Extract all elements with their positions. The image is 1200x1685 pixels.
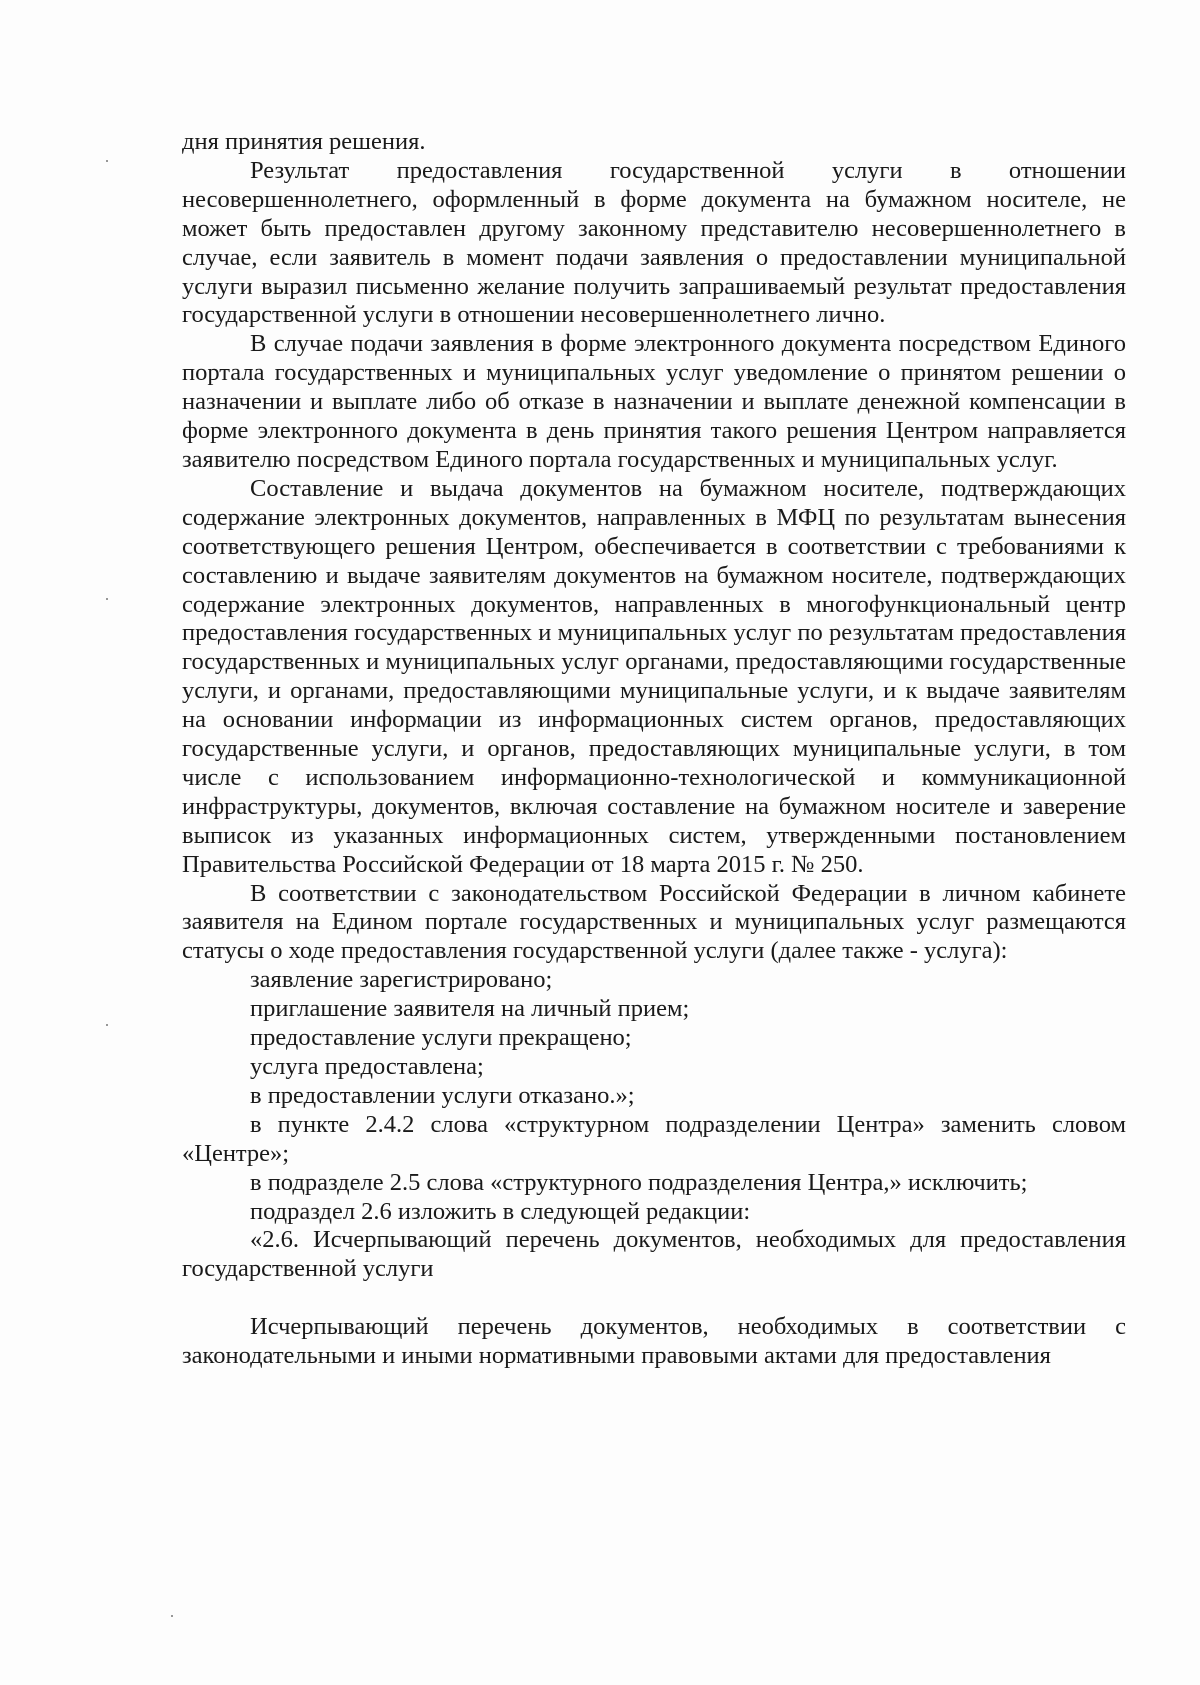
status-item-refused: в предоставлении услуги отказано.»; xyxy=(250,1081,635,1109)
scan-speck xyxy=(106,1024,108,1026)
amendment-2-4-2: в пункте 2.4.2 слова «структурном подразделении Центра» заменить словом «Центре»; xyxy=(182,1110,1126,1167)
scan-speck xyxy=(106,160,108,162)
paragraph-paper-documents: Составление и выдача документов на бумажном носителе, подтверждающих содержание электронных документов, направленных в МФЦ по результатам вынесения соответствующего решения Центром, обеспечивается в соответствии с требованиями к составлению и выдаче заявителям документов на бумажном носителе, подтверждающих содержание электронных документов, направленных в многофункциональный центр предоставления государственных и муниципальных услуг по результатам предоставления государственных и муниципальных услуг органами, предоставляющими государственные услуги, и органами, предоставляющими муниципальные услуги, и к выдаче заявителям на основании информации из информационных систем органов, предоставляющих государственные услуги, и органов, предоставляющих муниципальные услуги, в том числе с использованием информационно-технологической и коммуникационной инфраструктуры, документов, включая составление на бумажном носителе и заверение выписок из указанных информационных систем, утвержденными постановлением Правительства Российской Федерации от 18 марта 2015 г. № 250. xyxy=(182,474,1126,878)
status-item-invitation: приглашение заявителя на личный прием; xyxy=(250,995,690,1023)
status-item-registered: заявление зарегистрировано; xyxy=(250,966,553,994)
paragraph-electronic-notice: В случае подачи заявления в форме электронного документа посредством Единого портала государственных и муниципальных услуг уведомление о принятом решении о назначении и выплате либо об отказе в назначении и выплате денежной компенсации в форме электронного документа в день принятия такого решения Центром направляется заявителю посредством Единого портала государственных и муниципальных услуг. xyxy=(182,330,1126,473)
section-2-6-heading: «2.6. Исчерпывающий перечень документов, необходимых для предоставления государственной услуги xyxy=(182,1226,1126,1283)
document-body xyxy=(182,128,1126,1371)
status-item-provided: услуга предоставлена; xyxy=(250,1053,484,1080)
paragraph-continuation: дня принятия решения. xyxy=(182,128,426,155)
amendment-2-6-intro: подраздел 2.6 изложить в следующей редакции: xyxy=(250,1197,751,1225)
paragraph-exhaustive-list: Исчерпывающий перечень документов, необходимых в соответствии с законодательными и иными нормативными правовыми актами для предоставления xyxy=(182,1313,1126,1370)
scan-speck xyxy=(171,1615,173,1617)
amendment-2-5: в подразделе 2.5 слова «структурного подразделения Центра,» исключить; xyxy=(250,1168,1028,1196)
scan-speck xyxy=(106,598,108,600)
paragraph-status-intro: В соответствии с законодательством Российской Федерации в личном кабинете заявителя на Едином портале государственных и муниципальных услуг размещаются статусы о ходе предоставления государственной услуги (далее также - услуга): xyxy=(182,879,1126,965)
paragraph-result-minor: Результат предоставления государственной услуги в отношении несовершеннолетнего, оформленный в форме документа на бумажном носителе, не может быть предоставлен другому законному представителю несовершеннолетнего в случае, если заявитель в момент подачи заявления о предоставлении муниципальной услуги выразил письменно желание получить запрашиваемый результат предоставления государственной услуги в отношении несовершеннолетнего лично. xyxy=(182,156,1126,329)
status-item-terminated: предоставление услуги прекращено; xyxy=(250,1024,632,1052)
